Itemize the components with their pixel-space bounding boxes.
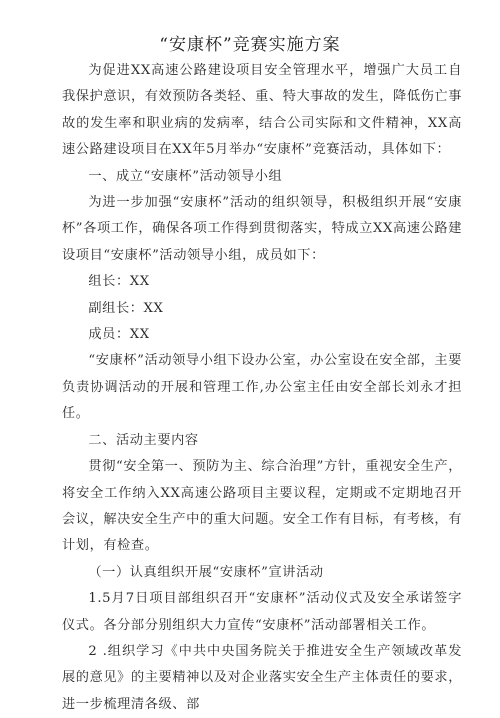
item1-paragraph: 1.5月7日项目部组织召开“安康杯”活动仪式及安全承诺签字仪式。各分部分别组织大力宣传“安康杯”活动部署相关工作。	[62, 591, 462, 633]
document-title: “安康杯”竞赛实施方案	[159, 35, 341, 55]
leader-line: 组长：XX	[88, 274, 150, 290]
section2-heading: 二、活动主要内容	[88, 432, 199, 448]
section2-paragraph: 贯彻“安全第一、预防为主、综合治理”方针，重视安全生产，将安全工作纳入XX高速公路项目主要议程，定期或不定期地召开会议，解决安全生产中的重大问题。安全工作有目标，有考核，有计划，有检查。	[62, 459, 462, 554]
item2-paragraph: 2 .组织学习《中共中央国务院关于推进安全生产领域改革发展的意见》的主要精神以及对企业落实安全生产主体责任的要求，进一步梳理清各级、部	[62, 643, 462, 712]
deputy-leader-line: 副组长：XX	[88, 300, 164, 316]
section1-heading: 一、成立“安康杯”活动领导小组	[88, 168, 283, 184]
office-paragraph: “安康杯”活动领导小组下设办公室，办公室设在安全部，主要负责协调活动的开展和管理工作,办公室主任由安全部长刘永才担任。	[62, 353, 462, 422]
document-body	[62, 58, 462, 718]
section1-paragraph: 为进一步加强“安康杯”活动的组织领导，积极组织开展“安康杯”各项工作，确保各项工作得到贯彻落实，特成立XX高速公路建设项目“安康杯”活动领导小组，成员如下：	[62, 195, 462, 263]
members-line: 成员：XX	[88, 327, 150, 343]
intro-paragraph: 为促进XX高速公路建设项目安全管理水平，增强广大员工自我保护意识，有效预防各类轻、重、特大事故的发生，降低伤亡事故的发生率和职业病的发病率，结合公司实际和文件精神，XX高速公路建设项目在XX年5月举办“安康杯”竞赛活动，具体如下：	[62, 63, 462, 158]
subsection1-heading: （一）认真组织开展“安康杯”宣讲活动	[88, 564, 324, 580]
